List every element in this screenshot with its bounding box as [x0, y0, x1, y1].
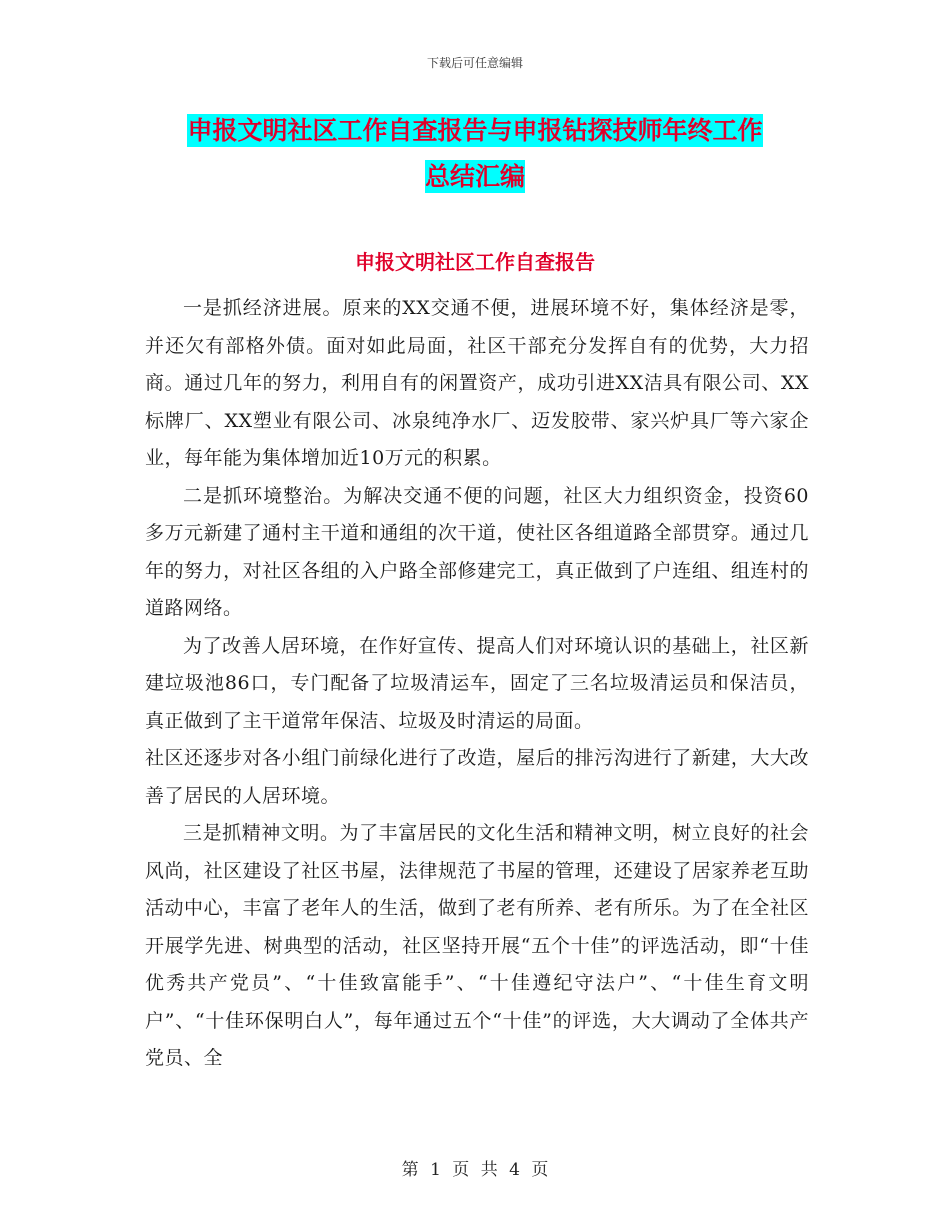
section-title: 申报文明社区工作自查报告 [355, 250, 595, 274]
title-line-1: 申报文明社区工作自查报告与申报钻探技师年终工作 [187, 116, 763, 145]
document-title [0, 108, 950, 200]
paragraph: 三是抓精神文明。为了丰富居民的文化生活和精神文明，树立良好的社会风尚，社区建设了社区书屋，法律规范了书屋的管理，还建设了居家养老互助活动中心，丰富了老年人的生活，做到了老有所养、老有所乐。为了在全社区开展学先进、树典型的活动，社区坚持开展“五个十佳”的评选活动，即“十佳优秀共产党员”、“十佳致富能手”、“十佳遵纪守法户”、“十佳生育文明户”、“十佳环保明白人”，每年通过五个“十佳”的评选，大大调动了全体共产党员、全 [145, 822, 809, 1069]
page-number: 第 1 页 共 4 页 [401, 1160, 549, 1180]
title-line-2: 总结汇编 [424, 162, 525, 191]
paragraph: 二是抓环境整治。为解决交通不便的问题，社区大力组织资金，投资60多万元新建了通村主干道和通组的次干道，使社区各组道路全部贯穿。通过几年的努力，对社区各组的入户路全部修建完工，真正做到了户连组、组连村的道路网络。 [145, 484, 809, 619]
header-note: 下载后可任意编辑 [426, 56, 523, 70]
paragraph: 为了改善人居环境，在作好宣传、提高人们对环境认识的基础上，社区新建垃圾池86口，专门配备了垃圾清运车，固定了三名垃圾清运员和保洁员，真正做到了主干道常年保洁、垃圾及时清运的局面。 [145, 634, 809, 732]
paragraph: 社区还逐步对各小组门前绿化进行了改造，屋后的排污沟进行了新建，大大改善了居民的人居环境。 [145, 747, 809, 807]
paragraph: 一是抓经济进展。原来的XX交通不便，进展环境不好，集体经济是零，并还欠有部格外债。面对如此局面，社区干部充分发挥自有的优势，大力招商。通过几年的努力，利用自有的闲置资产，成功引进XX洁具有限公司、XX标牌厂、XX塑业有限公司、冰泉纯净水厂、迈发胶带、家兴炉具厂等六家企业，每年能为集体增加近10万元的积累。 [145, 297, 809, 469]
document-body [145, 290, 809, 1078]
